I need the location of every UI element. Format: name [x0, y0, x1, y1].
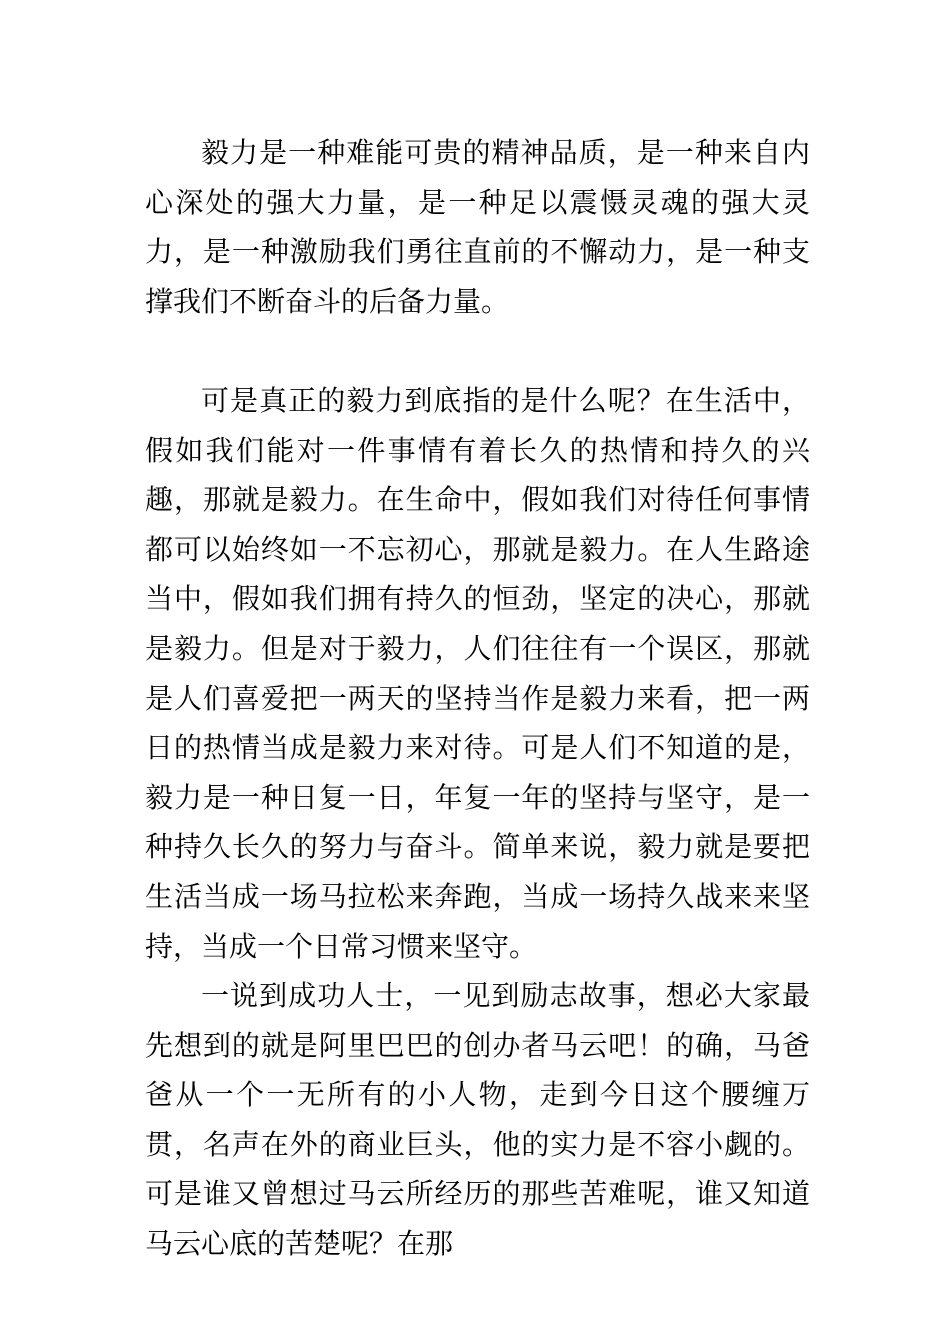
paragraph-3: 一说到成功人士，一见到励志故事，想必大家最先想到的就是阿里巴巴的创办者马云吧！的确，马爸爸从一个一无所有的小人物，走到今日这个腰缠万贯，名声在外的商业巨头，他的实力是不容小觑的。可是谁又曾想过马云所经历的那些苦难呢，谁又知道马云心底的苦楚呢？在那: [145, 979, 810, 1260]
paragraph-2: 可是真正的毅力到底指的是什么呢？在生活中，假如我们能对一件事情有着长久的热情和持久的兴趣，那就是毅力。在生命中，假如我们对待任何事情都可以始终如一不忘初心，那就是毅力。在人生路途当中，假如我们拥有持久的恒劲，坚定的决心，那就是毅力。但是对于毅力，人们往往有一个误区，那就是人们喜爱把一两天的坚持当作是毅力来看，把一两日的热情当成是毅力来对待。可是人们不知道的是，毅力是一种日复一日，年复一年的坚持与坚守，是一种持久长久的努力与奋斗。简单来说，毅力就是要把生活当成一场马拉松来奔跑，当成一场持久战来来坚持，当成一个日常习惯来坚守。: [145, 384, 810, 963]
paragraph-1: 毅力是一种难能可贵的精神品质，是一种来自内心深处的强大力量，是一种足以震慑灵魂的强大灵力，是一种激励我们勇往直前的不懈动力，是一种支撑我们不断奋斗的后备力量。: [145, 136, 810, 318]
